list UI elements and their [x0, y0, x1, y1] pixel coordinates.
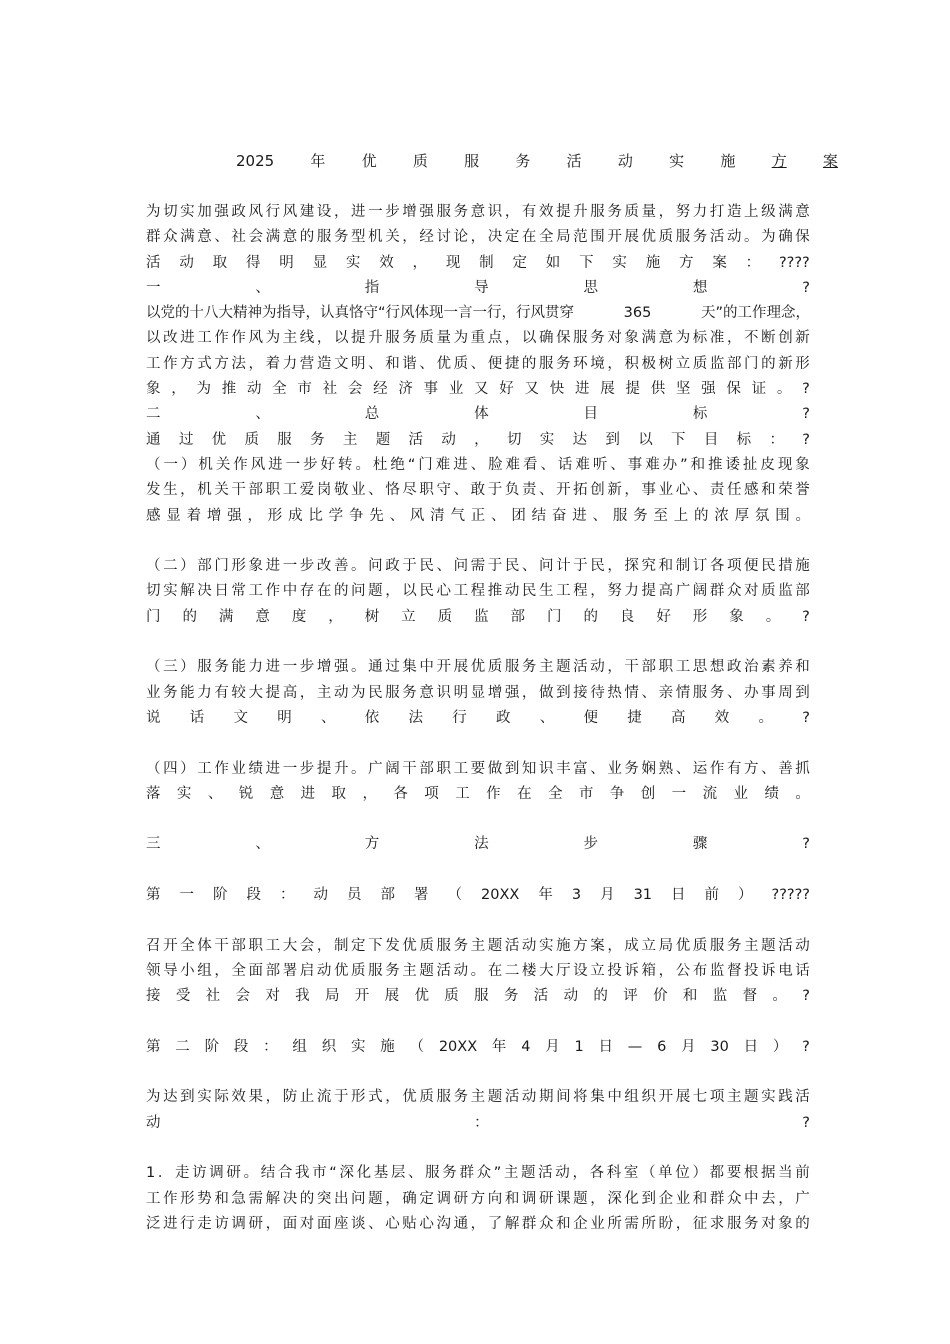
paragraph-gap: [146, 1136, 810, 1161]
text-line: 三 、 方 法 步 骤 ?: [146, 836, 810, 853]
title-char: 实: [669, 152, 685, 170]
document-body: [146, 200, 810, 1237]
paragraph: [146, 757, 810, 808]
text-line: 第 一 阶 段 ： 动 员 部 署 （ 20XX 年 3 月 31 日 前 ） ?????: [146, 887, 810, 904]
text-line: 活 动 取 得 明 显 实 效 ， 现 制 定 如 下 实 施 方 案 ： ????: [146, 254, 810, 271]
text-line: 落 实 、 锐 意 进 取 ， 各 项 工 作 在 全 市 争 创 一 流 业 绩 。: [146, 785, 810, 802]
text-line: 工作方式方法，着力营造文明、和谐、优质、便捷的服务环境，积极树立质监部门的新形: [146, 355, 810, 372]
paragraph-gap: [146, 630, 810, 655]
text-line: （三）服务能力进一步增强。通过集中开展优质服务主题活动，干部职工思想政治素养和: [146, 659, 810, 676]
paragraph: [146, 554, 810, 630]
text-line: 门 的 满 意 度 ， 树 立 质 监 部 门 的 良 好 形 象 。 ?: [146, 608, 810, 625]
paragraph-gap: [146, 1060, 810, 1085]
text-line: 通 过 优 质 服 务 主 题 活 动 ， 切 实 达 到 以 下 目 标 ： ?: [146, 431, 810, 448]
text-line: 说 话 文 明 、 依 法 行 政 、 便 捷 高 效 。 ?: [146, 709, 810, 726]
paragraph: [146, 1085, 810, 1136]
text-line: （一）机关作风进一步好转。杜绝“门难进、脸难看、话难听、事难办”和推诿扯皮现象: [146, 456, 810, 473]
paragraph-gap: [146, 1010, 810, 1035]
text-line: 为达到实际效果，防止流于形式，优质服务主题活动期间将集中组织开展七项主题实践活: [146, 1089, 810, 1106]
text-line: 1．走访调研。结合我市“深化基层、服务群众”主题活动，各科室（单位）都要根据当前: [146, 1165, 810, 1182]
title-char: 务: [515, 152, 531, 170]
title-char: 2025: [236, 152, 275, 170]
paragraph-gap: [146, 858, 810, 883]
paragraph-gap: [146, 529, 810, 554]
document-title: [236, 150, 838, 174]
text-line: 以改进工作作风为主线，以提升服务质量为重点，以确保服务对象满意为标准，不断创新: [146, 330, 810, 347]
text-line: 领导小组，全面部署启动优质服务主题活动。在二楼大厅设立投诉箱，公布监督投诉电话: [146, 962, 810, 979]
text-line: 接 受 社 会 对 我 局 开 展 优 质 服 务 活 动 的 评 价 和 监 督 。 ?: [146, 988, 810, 1005]
paragraph: [146, 1035, 810, 1060]
title-char: 质: [412, 152, 428, 170]
text-line: （二）部门形象进一步改善。问政于民、问需于民、问计于民，探究和制订各项便民措施: [146, 558, 810, 575]
text-line: 以党的十八大精神为指导，认真恪守“行风体现一言一行，行风贯穿 365 天”的工作理念，: [146, 305, 810, 322]
paragraph: [146, 1161, 810, 1237]
text-line: 动 ： ?: [146, 1114, 810, 1131]
title-char: 年: [310, 152, 326, 170]
text-line: 一 、 指 导 思 想 ?: [146, 279, 810, 296]
text-line: 二 、 总 体 目 标 ?: [146, 406, 810, 423]
paragraph: [146, 883, 810, 908]
text-line: （四）工作业绩进一步提升。广阔干部职工要做到知识丰富、业务娴熟、运作有方、善抓: [146, 760, 810, 777]
title-char: 施: [720, 152, 736, 170]
text-line: 切实解决日常工作中存在的问题，以民心工程推动民生工程，努力提高广阔群众对质监部: [146, 583, 810, 600]
text-line: 为切实加强政风行风建设，进一步增强服务意识，有效提升服务质量，努力打造上级满意: [146, 204, 810, 220]
paragraph-gap: [146, 731, 810, 756]
text-line: 群众满意、社会满意的服务型机关，经讨论，决定在全局范围开展优质服务活动。为确保: [146, 229, 810, 246]
title-char: 活: [566, 152, 582, 170]
title-char: 动: [617, 152, 633, 170]
text-line: 业务能力有较大提高，主动为民服务意识明显增强，做到接待热情、亲情服务、办事周到: [146, 684, 810, 701]
paragraph: [146, 934, 810, 1010]
paragraph: [146, 832, 810, 857]
paragraph-gap: [146, 908, 810, 933]
text-line: 泛进行走访调研，面对面座谈、心贴心沟通，了解群众和企业所需所盼，征求服务对象的: [146, 1215, 810, 1232]
title-char-underlined: 案: [822, 152, 838, 170]
text-line: 象 ， 为 推 动 全 市 社 会 经 济 事 业 又 好 又 快 进 展 提 供 坚 强 保 证 。 ?: [146, 381, 810, 398]
paragraph: [146, 200, 810, 529]
text-line: 感 显 着 增 强 ， 形 成 比 学 争 先 、 风 清 气 正 、 团 结 奋 进 、 服 务 至 上 的 浓 厚 氛 围 。: [146, 507, 810, 524]
text-line: 工作形势和急需解决的突出问题，确定调研方向和调研课题，深化到企业和群众中去，广: [146, 1190, 810, 1207]
paragraph-gap: [146, 807, 810, 832]
paragraph: [146, 655, 810, 731]
title-char: 服: [464, 152, 480, 170]
title-char-underlined: 方: [771, 152, 787, 170]
text-line: 第 二 阶 段 ： 组 织 实 施 （ 20XX 年 4 月 1 日 — 6 月 30 日 ） ?: [146, 1038, 810, 1055]
title-char: 优: [361, 152, 377, 170]
text-line: 召开全体干部职工大会，制定下发优质服务主题活动实施方案，成立局优质服务主题活动: [146, 937, 810, 954]
text-line: 发生，机关干部职工爱岗敬业、恪尽职守、敢于负责、开拓创新，事业心、责任感和荣誉: [146, 482, 810, 499]
